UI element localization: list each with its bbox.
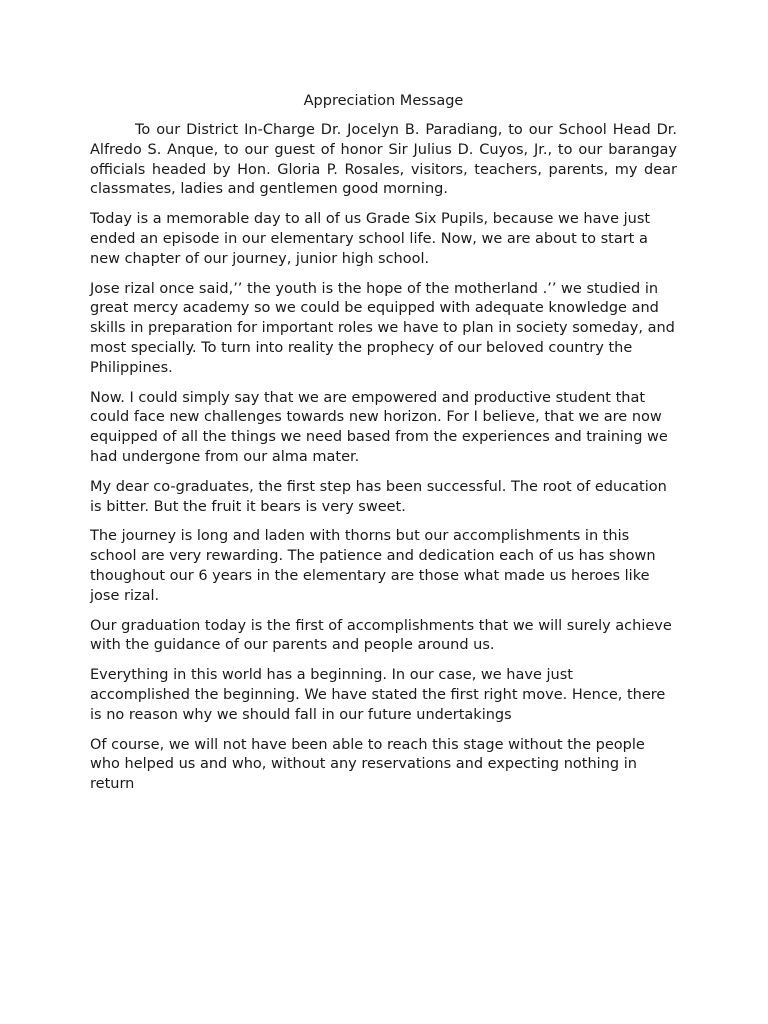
paragraph: Today is a memorable day to all of us Grade Six Pupils, because we have just ended an episode in our elementary school life. Now, we are about to start a new chapter of our journey, junior high school. — [90, 211, 651, 267]
paragraph: The journey is long and laden with thorns but our accomplishments in this school are very rewarding. The patience and dedication each of us has shown thoughout our 6 years in the elementary are those what made us heroes like jose rizal. — [90, 528, 656, 604]
document-title: Appreciation Message — [303, 93, 464, 109]
paragraph: My dear co-graduates, the first step has been successful. The root of education is bitter. But the fruit it bears is very sweet. — [90, 478, 667, 515]
paragraph: Our graduation today is the first of accomplishments that we will surely achieve with the guidance of our parents and people around us. — [90, 617, 672, 654]
paragraph: Now. I could simply say that we are empowered and productive student that could face new challenges towards new horizon. For I believe, that we are now equipped of all the things we need based from the experiences and training we had undergone from our alma mater. — [90, 389, 668, 465]
paragraph-salutation: To our District In-Charge Dr. Jocelyn B. Paradiang, to our School Head Dr. Alfredo S. Anque, to our guest of honor Sir Julius D. Cuyos, Jr., to our barangay officials headed by Hon. Gloria P. Rosales, visitors, teachers, parents, my dear classmates, ladies and gentlemen good morning. — [90, 122, 677, 198]
paragraph: Jose rizal once said,’’ the youth is the hope of the motherland .’’ we studied in great mercy academy so we could be equipped with adequate knowledge and skills in preparation for important roles we have to plan in society someday, and most specially. To turn into reality the prophecy of our beloved country the Philippines. — [90, 280, 675, 376]
paragraph: Of course, we will not have been able to reach this stage without the people who helped us and who, without any reservations and expecting nothing in return — [90, 736, 645, 793]
document-body — [90, 91, 677, 805]
paragraph: Everything in this world has a beginning. In our case, we have just accomplished the beginning. We have stated the first right move. Hence, there is no reason why we should fall in our future undertakings — [90, 667, 666, 723]
